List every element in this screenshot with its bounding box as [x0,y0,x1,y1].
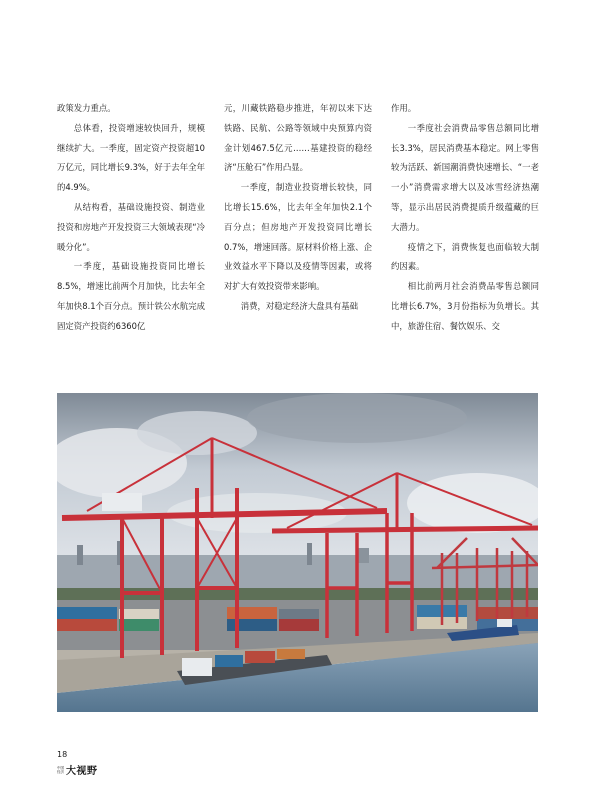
paragraph: 一季度社会消费品零售总额同比增长3.3%，居民消费基本稳定。网上零售较为活跃、新国潮消费快速增长、“一老一小”消费需求增大以及冰雪经济热潮等，显示出居民消费提质升级蕴藏的巨大潜力。 [391,122,539,232]
paragraph: 消费，对稳定经济大盘具有基础 [240,300,359,311]
paragraph: 相比前两月社会消费品零售总额同比增长6.7%，3月份指标为负增长。其中，旅游住宿、餐饮娱乐、交 [391,281,539,331]
paragraph: 总体看，投资增速较快回升，规模继续扩大。一季度，固定资产投资超10万亿元，同比增长9.3%，好于去年全年的4.9%。 [57,122,205,193]
paragraph: 一季度，制造业投资增长较快，同比增长15.6%，比去年全年加快2.1个百分点；但房地产开发投资同比增长0.7%，增速回落。原材料价格上涨、企业效益水平下降以及疫情等因素，或将对扩大有效投资带来影响。 [224,182,372,292]
paragraph: 疫情之下，消费恢复也面临较大制约因素。 [391,241,539,272]
paragraph: 政策发力重点。 [57,103,116,113]
magazine-prefix-line-1: 中国 [57,765,64,770]
article-column-2 [224,99,372,317]
paragraph: 作用。 [391,103,417,113]
magazine-logo [57,762,98,777]
magazine-name: 大视野 [66,766,98,777]
page-number: 18 [57,750,68,759]
article-column-3 [391,99,539,337]
magazine-prefix-line-2: 经济 [57,769,64,774]
port-crane-photo [57,393,538,712]
paragraph: 从结构看，基础设施投资、制造业投资和房地产开发投资三大领域表现“冷暖分化”。 [57,201,205,252]
paragraph: 元，川藏铁路稳步推进，年初以来下达铁路、民航、公路等领域中央预算内资金计划467.5亿元……基建投资的稳经济“压舱石”作用凸显。 [224,103,372,173]
article-column-1 [57,99,205,337]
paragraph: 一季度，基础设施投资同比增长8.5%，增速比前两个月加快，比去年全年加快8.1个百分点。预计铁公水航完成固定资产投资约6360亿 [57,261,205,331]
